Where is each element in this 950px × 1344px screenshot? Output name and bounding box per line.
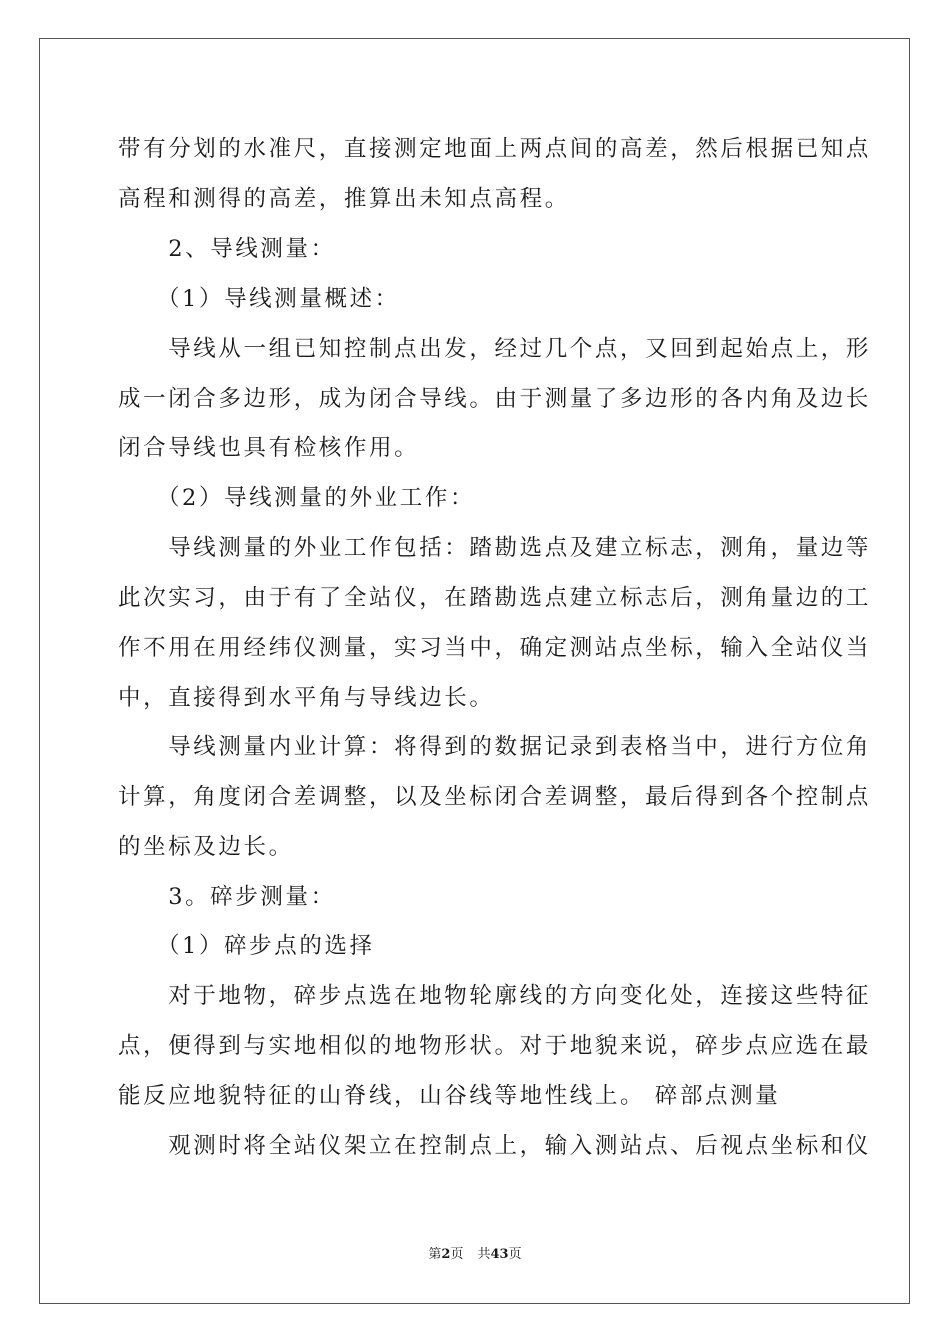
subsection-heading: （1）导线测量概述： <box>118 286 400 312</box>
paragraph-line: 闭合导线也具有检核作用。 <box>118 435 420 461</box>
paragraph-line: 计算，角度闭合差调整，以及坐标闭合差调整，最后得到各个控制点 <box>118 784 872 810</box>
paragraph-line: 成一闭合多边形，成为闭合导线。由于测量了多边形的各内角及边长 <box>118 386 872 412</box>
subsection-heading: （1）碎步点的选择 <box>118 933 375 959</box>
page-footer <box>0 1246 950 1264</box>
page-suffix: 页 <box>450 1247 464 1262</box>
paragraph-line: 中，直接得到水平角与导线边长。 <box>118 685 495 711</box>
paragraph-line: 带有分划的水准尺，直接测定地面上两点间的高差，然后根据已知点 <box>118 136 872 162</box>
paragraph-line: 导线从一组已知控制点出发，经过几个点，又回到起始点上，形 <box>118 336 872 362</box>
paragraph-line: 能反应地貌特征的山脊线，山谷线等地性线上。 碎部点测量 <box>118 1083 781 1109</box>
paragraph-line: 此次实习，由于有了全站仪，在踏勘选点建立标志后，测角量边的工 <box>118 585 872 611</box>
paragraph-line: 观测时将全站仪架立在控制点上，输入测站点、后视点坐标和仪 <box>118 1133 872 1159</box>
total-prefix: 共 <box>477 1247 491 1262</box>
total-pages: 43 <box>490 1247 509 1262</box>
section-heading: 2、导线测量： <box>118 236 336 262</box>
paragraph-line: 导线测量内业计算：将得到的数据记录到表格当中，进行方位角 <box>118 734 872 760</box>
paragraph-line: 高程和测得的高差，推算出未知点高程。 <box>118 186 570 212</box>
page-border <box>39 38 910 1304</box>
page-prefix: 第 <box>428 1247 442 1262</box>
paragraph-line: 的坐标及边长。 <box>118 834 294 860</box>
page-number: 2 <box>441 1247 451 1262</box>
paragraph-line: 导线测量的外业工作包括：踏勘选点及建立标志，测角，量边等 <box>118 535 872 561</box>
section-heading: 3。碎步测量： <box>118 884 336 910</box>
paragraph-line: 作不用在用经纬仪测量，实习当中，确定测站点坐标，输入全站仪当 <box>118 635 872 661</box>
subsection-heading: （2）导线测量的外业工作： <box>118 485 476 511</box>
paragraph-line: 点，便得到与实地相似的地物形状。对于地貌来说，碎步点应选在最 <box>118 1033 872 1059</box>
total-suffix: 页 <box>508 1247 522 1262</box>
paragraph-line: 对于地物，碎步点选在地物轮廓线的方向变化处，连接这些特征 <box>118 983 872 1009</box>
